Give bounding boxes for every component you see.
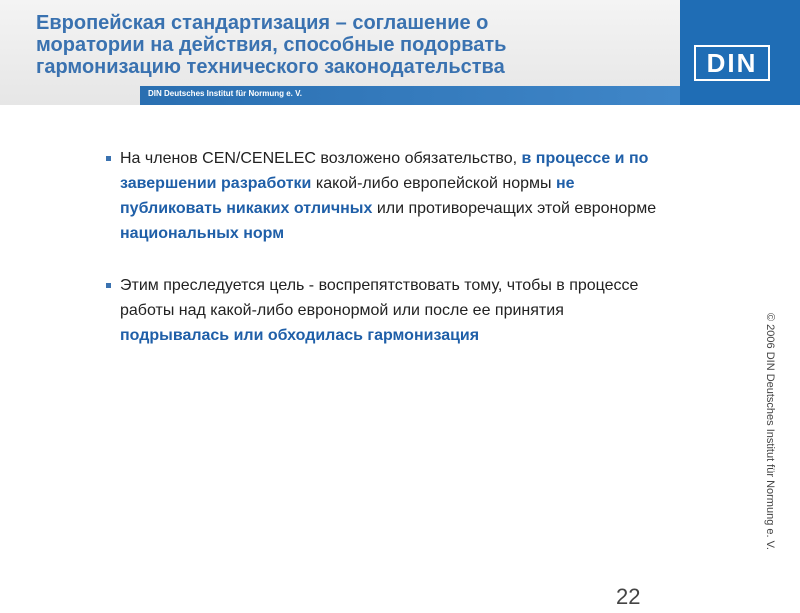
title-line: моратории на действия, способные подорвать bbox=[36, 34, 507, 56]
page-number: 22 bbox=[616, 584, 641, 609]
bullet-text: На членов CEN/CENELEC возложено обязательство, bbox=[120, 150, 522, 167]
bullet-item bbox=[106, 146, 666, 246]
bullet-highlight: подрывалась или обходилась гармонизация bbox=[120, 327, 480, 344]
bullet-text: Этим преследуется цель - воспрепятствовать тому, чтобы в процессе работы над какой-либо евронормой или после ее принятия bbox=[120, 277, 639, 319]
copyright-notice: © 2006 DIN Deutsches Institut für Normung e. V. bbox=[764, 313, 776, 550]
title-line: гармонизацию технического законодательства bbox=[36, 56, 505, 78]
bullet-text: какой-либо европейской нормы bbox=[311, 175, 556, 192]
subtitle: DIN Deutsches Institut für Normung e. V. bbox=[148, 89, 302, 98]
bullet-text: или противоречащих этой евронорме bbox=[372, 200, 657, 217]
bullet-highlight: в процессе и по завершении разработки bbox=[120, 150, 649, 192]
bullet-item bbox=[106, 273, 666, 348]
slide-title bbox=[36, 12, 676, 78]
slide-content bbox=[106, 146, 666, 375]
bullet-highlight: не публиковать никаких отличных bbox=[120, 175, 575, 217]
din-logo: DIN bbox=[694, 45, 770, 81]
title-line: Европейская стандартизация – соглашение о bbox=[36, 12, 489, 34]
bullet-highlight: национальных норм bbox=[120, 225, 285, 242]
